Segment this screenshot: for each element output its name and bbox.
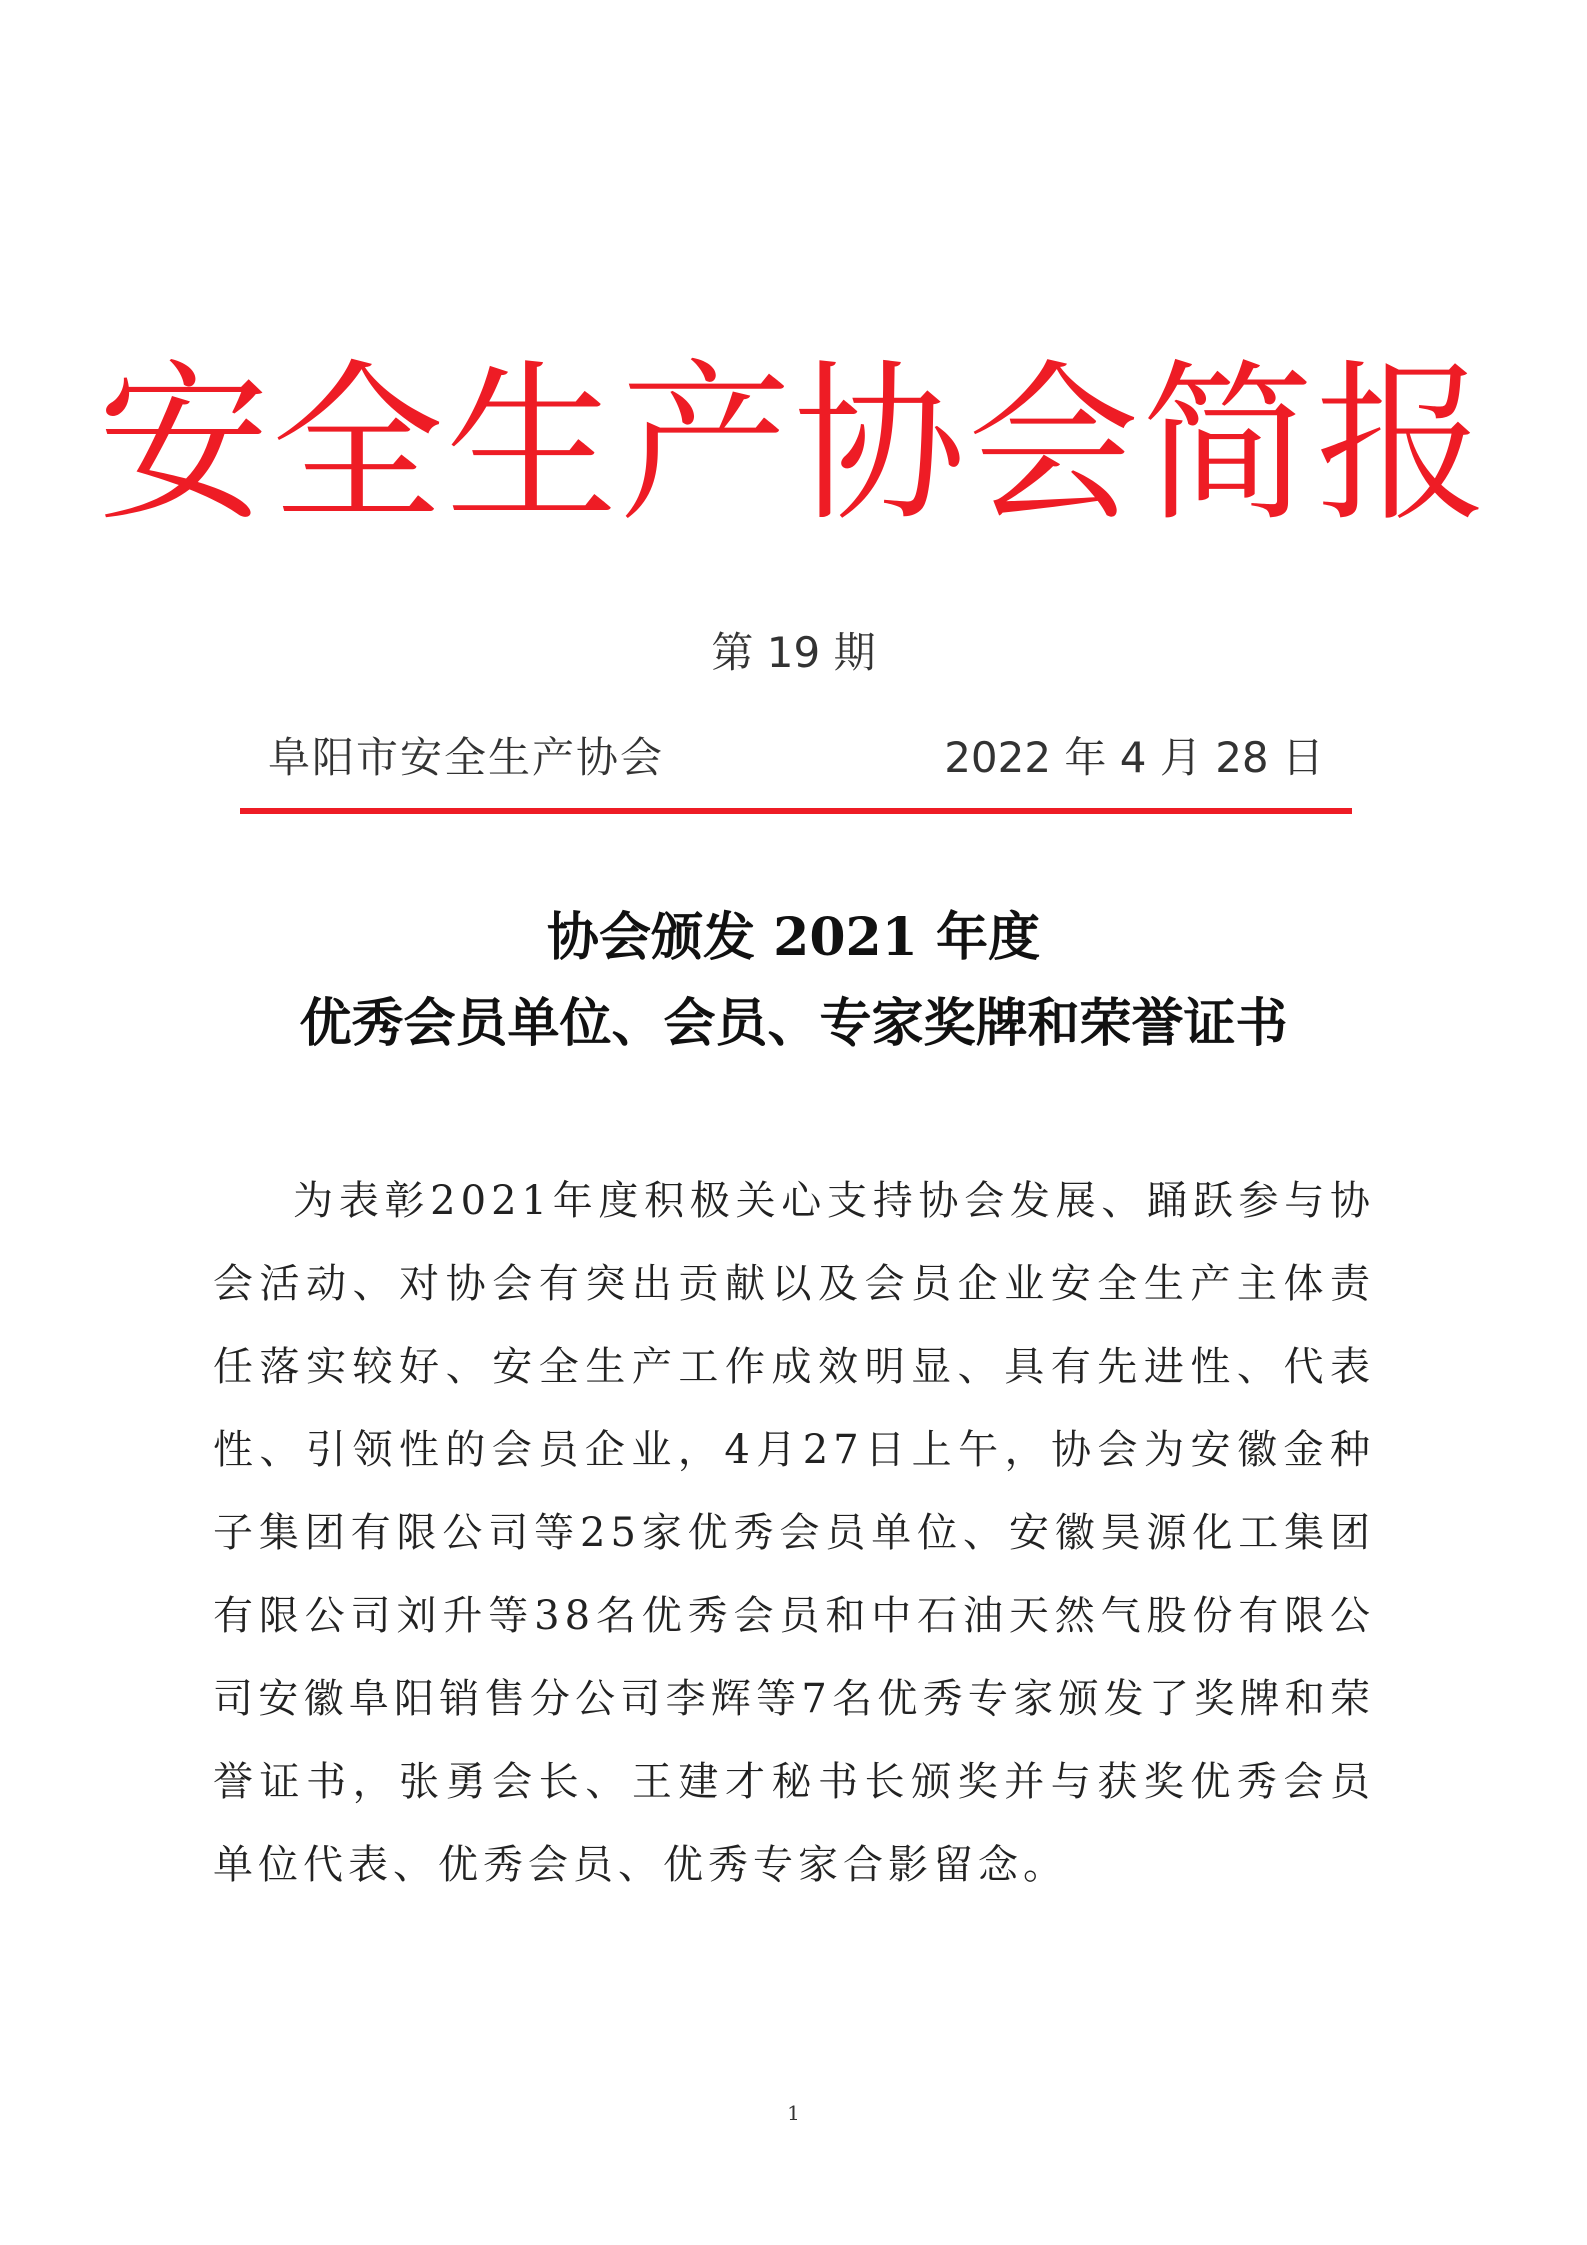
page-number: 1 [787,2101,800,2125]
issue-number: 第 19 期 [711,628,876,677]
publication-date: 2022 年 4 月 28 日 [944,733,1324,782]
article-title-line-1: 协会颁发 2021 年度 [547,907,1040,968]
bulletin-info-line [268,728,1324,788]
publisher-organization: 阜阳市安全生产协会 [268,733,665,782]
red-divider-line [240,808,1352,814]
article-title-line-2: 优秀会员单位、会员、专家奖牌和荣誉证书 [299,993,1288,1054]
bulletin-masthead-title: 安全生产协会简报 [97,344,1490,545]
article-title [0,895,1587,1067]
article-body-paragraph: 为表彰2021年度积极关心支持协会发展、踊跃参与协会活动、对协会有突出贡献以及会员企业安全生产主体责任落实较好、安全生产工作成效明显、具有先进性、代表性、引领性的会员企业，4月27日上午，协会为安徽金种子集团有限公司等25家优秀会员单位、安徽昊源化工集团有限公司刘升等38名优秀会员和中石油天然气股份有限公司安徽阜阳销售分公司李辉等7名优秀专家颁发了奖牌和荣誉证书，张勇会长、王建才秘书长颁奖并与获奖优秀会员单位代表、优秀会员、优秀专家合影留念。 [213,1178,1375,1888]
